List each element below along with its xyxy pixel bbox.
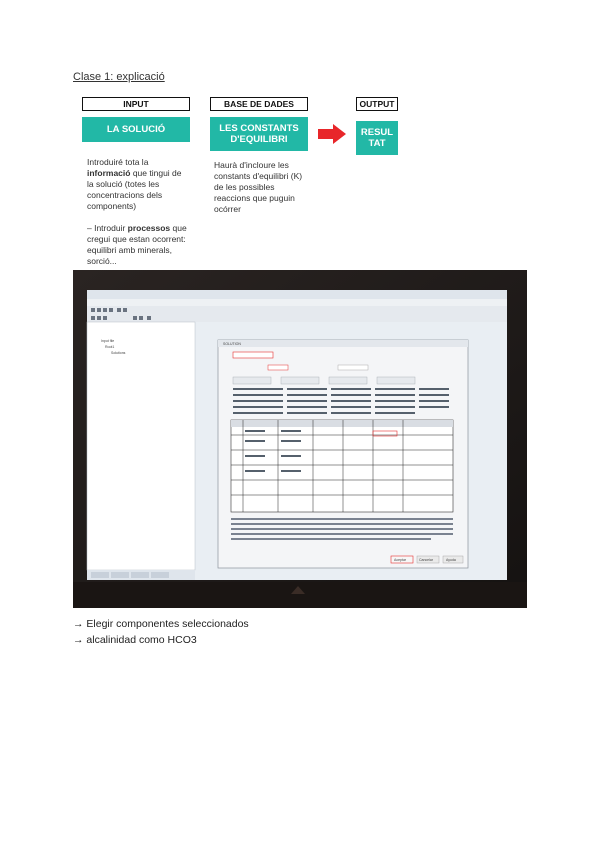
processes-text: – Introduir <box>87 223 128 233</box>
laptop-screen-image <box>73 270 527 608</box>
input-note-text: Introduiré tota la <box>87 157 149 167</box>
input-column <box>82 97 190 267</box>
dialog-help-text: Ayuda <box>446 558 456 562</box>
input-box-label: LA SOLUCIÓ <box>106 124 166 135</box>
database-column <box>210 97 308 215</box>
dialog-title-text: SOLUTION <box>223 342 241 346</box>
database-box-line2: D'EQUILIBRI <box>230 134 288 145</box>
output-box <box>356 121 398 155</box>
output-column <box>356 97 398 155</box>
bullet-item: → alcalinidad como HCO3 <box>73 634 197 646</box>
tree-item-text: Root1 <box>105 345 115 349</box>
database-box-line1: LES CONSTANTS <box>219 123 299 134</box>
input-box <box>82 117 190 142</box>
database-header: BASE DE DADES <box>210 97 308 111</box>
input-note-processes <box>82 223 187 267</box>
bullet-list <box>73 616 249 648</box>
page-title: Clase 1: explicació <box>73 71 165 83</box>
output-header: OUTPUT <box>356 97 398 111</box>
output-box-line1: RESUL <box>360 127 394 138</box>
output-box-line2: TAT <box>368 138 386 149</box>
tree-root-text: Input file <box>101 339 115 343</box>
input-note-text-2: que tingui de la solució (totes les concentracions dels components) <box>87 168 182 211</box>
tree-sub-text: Solutions <box>111 351 126 355</box>
bullet-item: → Elegir componentes seleccionados <box>73 618 249 630</box>
input-note <box>82 157 183 212</box>
database-box <box>210 117 308 151</box>
input-note-bold: informació <box>87 168 131 178</box>
input-header: INPUT <box>82 97 190 111</box>
processes-bold: processos <box>127 223 171 233</box>
dialog-cancel-text: Cancelar <box>419 558 434 562</box>
red-arrow-icon <box>318 124 346 144</box>
processes-text-2: que cregui que estan ocorrent: equilibri amb minerals, sorció... <box>87 223 187 266</box>
dialog-ok-text: Aceptar <box>394 558 407 562</box>
laptop-photo <box>73 270 527 608</box>
database-note: Haurà d'incloure les constants d'equilibri (K) de les possibles reaccions que puguin ocórrer <box>214 160 303 214</box>
